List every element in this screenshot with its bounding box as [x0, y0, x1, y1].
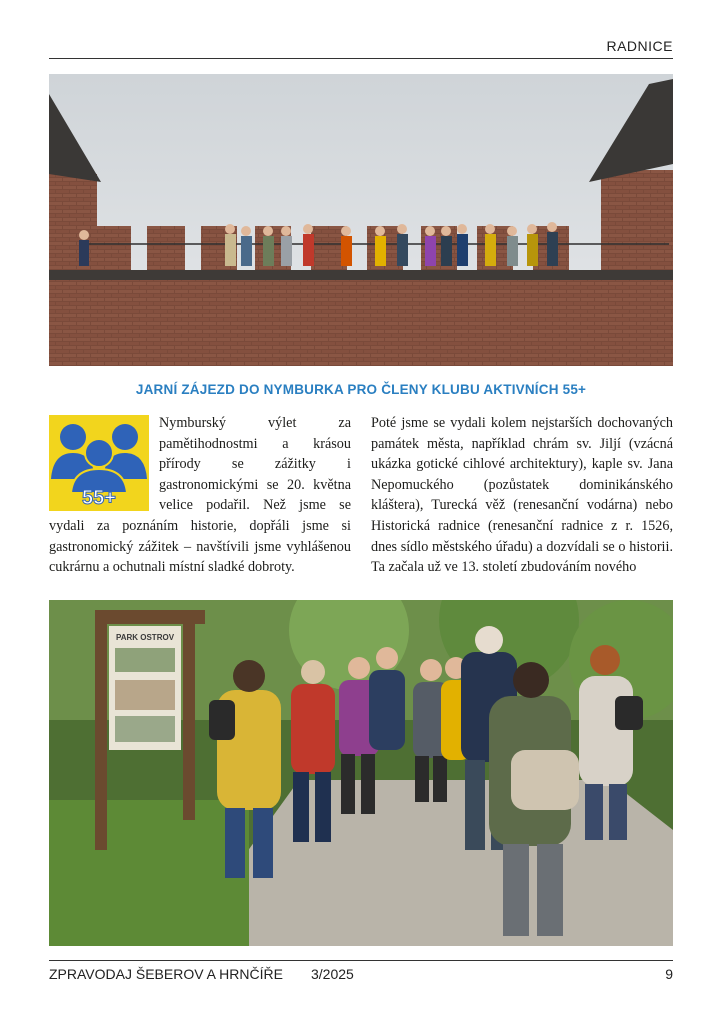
paragraph-right: Poté jsme se vydali kolem nejstarších dochovaných památek města, například chrám sv. Jiljí (vzácná ukázka gotické cihlové architektury), kaple sv. Jana Nepomuckého (pozůstatek dominikánského kláštera), Turecká věž (renesanční vodárna) nebo Historická radnice (renesanční radnice z r. 1526, dnes sídlo městského úřadu) a dozvídali se o historii. Ta začala už ve 13. století zbudováním nového: [371, 415, 673, 576]
town-wall-illustration: [49, 74, 673, 366]
club-55-logo: [49, 415, 149, 511]
paragraph-left: Nymburský výlet za pamětihodnostmi a krásou přírody se zážitky i gastronomickými se 20. května velice podařil. Než jsme se vydali za poznáním historie, dopřáli jsme si gastronomický zážitek – navštívili jsme vyhlášenou cukrárnu a ochutnali místní sladké dobroty.: [49, 415, 351, 576]
footer-issue-number: 3/2025: [311, 966, 354, 982]
article-column-left: [49, 413, 351, 578]
photo-town-wall: [49, 74, 673, 366]
footer-page-number: 9: [665, 966, 673, 982]
park-group-illustration: [49, 600, 673, 946]
article-column-right: [371, 413, 673, 578]
footer-rule: [49, 960, 673, 961]
header-rule: [49, 58, 673, 59]
photo-park-group: [49, 600, 673, 946]
logo-text: 55+: [82, 487, 116, 509]
sign-title: PARK OSTROV: [115, 633, 175, 642]
section-label: RADNICE: [606, 38, 673, 54]
footer-publication-title: ZPRAVODAJ ŠEBEROV A HRNČÍŘE: [49, 966, 283, 982]
article-headline: JARNÍ ZÁJEZD DO NYMBURKA PRO ČLENY KLUBU AKTIVNÍCH 55+: [135, 382, 587, 397]
